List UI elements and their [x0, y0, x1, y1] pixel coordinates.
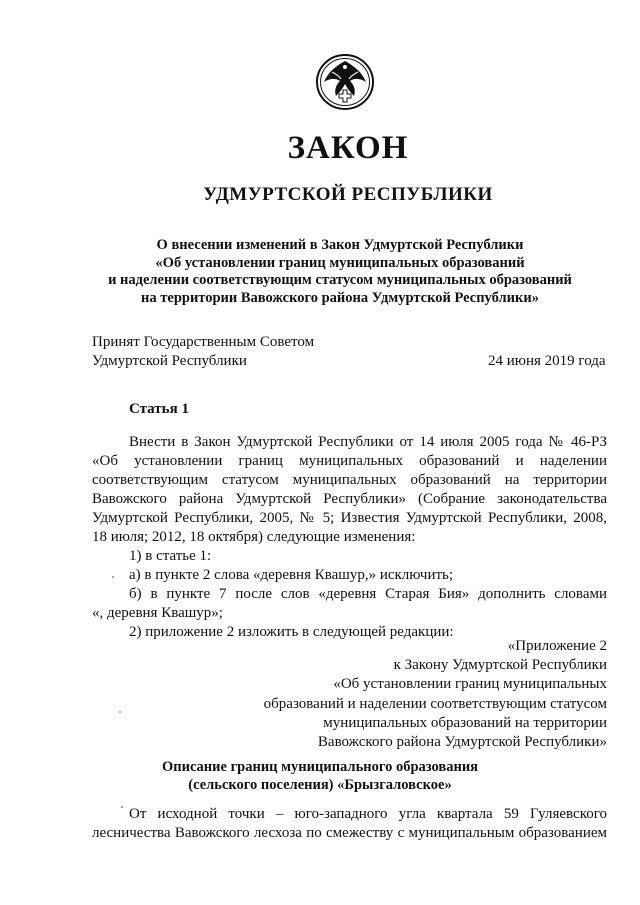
- adoption-statement: [92, 333, 314, 371]
- paragraph-line: «Об установлении границ муниципальных образований и наделении: [92, 453, 607, 469]
- law-heading-line: на территории Вавожского района Удмуртской Республики»: [141, 289, 539, 306]
- law-heading: [40, 237, 640, 307]
- scan-speck: [119, 711, 121, 713]
- paragraph-line: соответствующим статусом муниципальных образований на территории: [92, 472, 607, 488]
- paragraph-line: 18 июля; 2012, 18 октября) следующие изменения:: [92, 529, 416, 545]
- appendix-line: муниципальных образований на территории: [323, 714, 607, 731]
- section-heading: [0, 758, 640, 794]
- section-heading-line: (сельского поселения) «Брызгаловское»: [188, 777, 452, 793]
- list-item: а) в пункте 2 слова «деревня Квашур,» исключить;: [129, 567, 454, 583]
- article-body: [92, 433, 607, 642]
- paragraph-line: Вавожского района Удмуртской Республики» (Собрание законодательства: [92, 491, 607, 507]
- appendix-line: «Приложение 2: [507, 638, 607, 654]
- appendix-line: Вавожского района Удмуртской Республики»: [317, 734, 607, 751]
- list-item: 2) приложение 2 изложить в следующей редакции:: [129, 624, 454, 640]
- paragraph-line: Внести в Закон Удмуртской Республики от 14 июля 2005 года № 46-РЗ: [129, 434, 607, 450]
- appendix-line: образований и наделении соответствующим статусом: [263, 695, 607, 712]
- boundary-description: [92, 805, 607, 843]
- udmurt-republic-emblem-icon: [314, 52, 376, 112]
- law-heading-line: «Об установлении границ муниципальных образований: [155, 254, 525, 271]
- adoption-date: 24 июня 2019 года: [488, 353, 606, 369]
- appendix-line: «Об установлении границ муниципальных: [333, 676, 607, 693]
- article-title: Статья 1: [129, 401, 189, 417]
- list-item-continuation: «, деревня Квашур»;: [92, 605, 223, 621]
- law-heading-line: и наделении соответствующим статусом муниципальных образований: [108, 272, 572, 288]
- appendix-reference: [264, 637, 607, 752]
- list-item: 1) в статье 1:: [129, 548, 212, 564]
- document-title: ЗАКОН: [287, 130, 409, 166]
- section-heading-line: Описание границ муниципального образования: [161, 759, 479, 775]
- list-item: б) в пункте 7 после слов «деревня Старая Бия» дополнить словами: [129, 586, 607, 602]
- paragraph-line: Удмуртской Республики, 2005, № 5; Известия Удмуртской Республики, 2008,: [92, 510, 607, 526]
- paragraph-line: От исходной точки – юго-западного угла квартала 59 Гуляевского: [129, 806, 607, 822]
- appendix-line: к Закону Удмуртской Республики: [393, 657, 607, 674]
- adoption-line: Удмуртской Республики: [92, 353, 247, 369]
- scan-speck: [121, 806, 123, 808]
- document-subtitle: УДМУРТСКОЙ РЕСПУБЛИКИ: [203, 184, 493, 205]
- scan-speck: [112, 576, 114, 578]
- adoption-line: Принят Государственным Советом: [92, 334, 315, 350]
- paragraph-line: лесничества Вавожского лесхоза по смежеству с муниципальным образованием: [92, 825, 607, 841]
- law-heading-line: О внесении изменений в Закон Удмуртской Республики: [156, 237, 524, 253]
